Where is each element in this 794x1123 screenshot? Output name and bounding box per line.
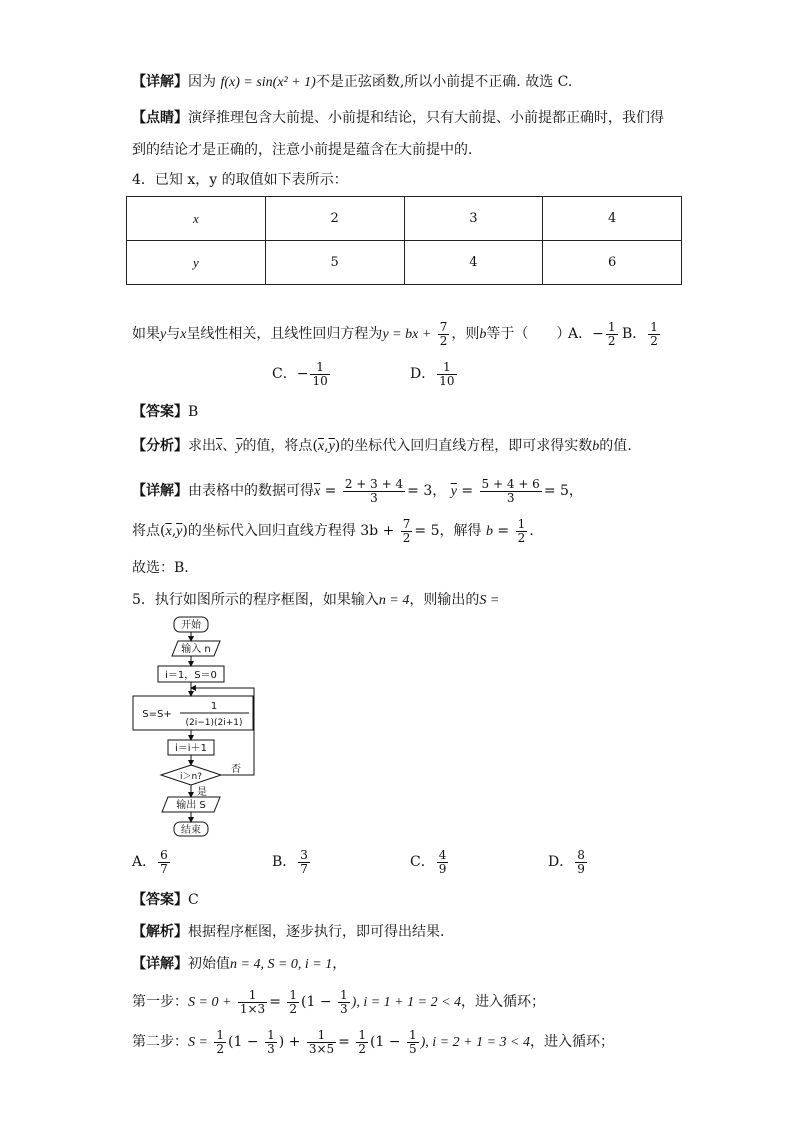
table-cell: 5 — [265, 241, 404, 285]
svg-text:结束: 结束 — [181, 825, 201, 836]
flowchart — [128, 614, 268, 839]
svg-text:(2i−1)(2i+1): (2i−1)(2i+1) — [185, 718, 243, 728]
detail-5: 【详解】初始值n = 4, S = 0, i = 1， — [132, 956, 347, 972]
table-cell: y — [127, 241, 266, 285]
detail-tag: 【详解】 — [132, 74, 188, 90]
option-b: B． $\frac{3}{7}$ — [272, 847, 308, 876]
detail-paragraph: 【详解】因为 f(x) = sin(x² + 1)不是正弦函数,所以小前提不正确. 故选 C. — [132, 74, 573, 90]
option-a: A．− $\frac{1}{2}$ — [568, 319, 616, 348]
table-cell: 4 — [404, 241, 543, 285]
formula: f(x) = sin(x² + 1) — [220, 75, 316, 90]
svg-text:开始: 开始 — [181, 620, 201, 631]
answer-5: 【答案】C — [132, 892, 199, 908]
value-table — [126, 196, 682, 285]
table-row — [127, 241, 682, 285]
svg-text:输出 S: 输出 S — [176, 800, 206, 811]
table-cell: 6 — [543, 241, 682, 285]
table-cell: 2 — [265, 197, 404, 241]
option-c: C．− $\frac{1}{10}$ — [272, 359, 328, 388]
detail-4: 【详解】由表格中的数据可得$\overline{x}$ = $\frac{2 + 3 + 4}{3}$ = 3， $\overline{y}$ = $\frac{5 + 4 + 6}{3}$ = 5， — [132, 476, 583, 505]
tip-paragraph: 【点睛】演绎推理包含大前提、小前提和结论，只有大前提、小前提都正确时，我们得 — [132, 110, 664, 126]
svg-text:i＞n?: i＞n? — [180, 772, 202, 782]
conclusion-4: 故选：B. — [132, 560, 189, 576]
svg-text:否: 否 — [231, 764, 241, 775]
table-cell: 4 — [543, 197, 682, 241]
svg-text:S=S+: S=S+ — [142, 709, 172, 720]
option-b: B． $\frac{1}{2}$ — [622, 319, 658, 348]
step-1: 第一步：S = 0 + $\frac{1}{1\times 3}$ = $\frac{1}{2}$ (1 − $\frac{1}{3}$ ), i = 1 + 1 = 2 < 4，进入循环； — [132, 987, 546, 1016]
option-d: D． $\frac{1}{10}$ — [410, 359, 455, 388]
question-4-stem: 4．已知 x，y 的取值如下表所示： — [132, 172, 348, 188]
analysis-4: 【分析】求出$\overline{x}$、$\overline{y}$的值，将点$(\overline{x},\overline{y})$的坐标代入回归直线方程，即可求得实数b的值. — [132, 438, 632, 454]
answer-4: 【答案】B — [132, 404, 199, 420]
option-c: C． $\frac{4}{9}$ — [410, 847, 447, 876]
question-5-stem: 5．执行如图所示的程序框图，如果输入n = 4，则输出的S = — [132, 592, 500, 608]
table-cell: x — [127, 197, 266, 241]
tip-tag: 【点睛】 — [132, 110, 188, 126]
option-d: D． $\frac{8}{9}$ — [548, 847, 585, 876]
table-cell: 3 — [404, 197, 543, 241]
fraction: $\frac{7}{2}$ — [439, 319, 448, 348]
svg-text:i＝1，S＝0: i＝1，S＝0 — [165, 670, 217, 681]
detail-4-line2: 将点$(\overline{x},\overline{y})$的坐标代入回归直线方程得 3b + $\frac{7}{2}$ = 5，解得 b = $\frac{1}{2}$ . — [132, 516, 534, 545]
svg-text:是: 是 — [197, 787, 207, 798]
analysis-5: 【解析】根据程序框图，逐步执行，即可得出结果. — [132, 924, 445, 940]
svg-text:输入 n: 输入 n — [181, 644, 211, 655]
question-4-condition: 如果y与x呈线性相关，且线性回归方程为y = bx + $\frac{7}{2}$ ，则b等于（ ） — [132, 319, 571, 348]
step-2: 第二步：S = $\frac{1}{2}$ (1 − $\frac{1}{3}$ ) + $\frac{1}{3\times 5}$ = $\frac{1}{2}$ (1 − $\frac{1}{5}$ ), i = 2 + 1 = 3 < 4，进入循环； — [132, 1027, 614, 1056]
tip-paragraph-line2: 到的结论才是正确的，注意小前提是蕴含在大前提中的. — [132, 142, 473, 158]
svg-text:i＝i＋1: i＝i＋1 — [175, 743, 207, 754]
option-a: A． $\frac{6}{7}$ — [132, 847, 168, 876]
svg-text:1: 1 — [210, 701, 218, 712]
table-row — [127, 197, 682, 241]
